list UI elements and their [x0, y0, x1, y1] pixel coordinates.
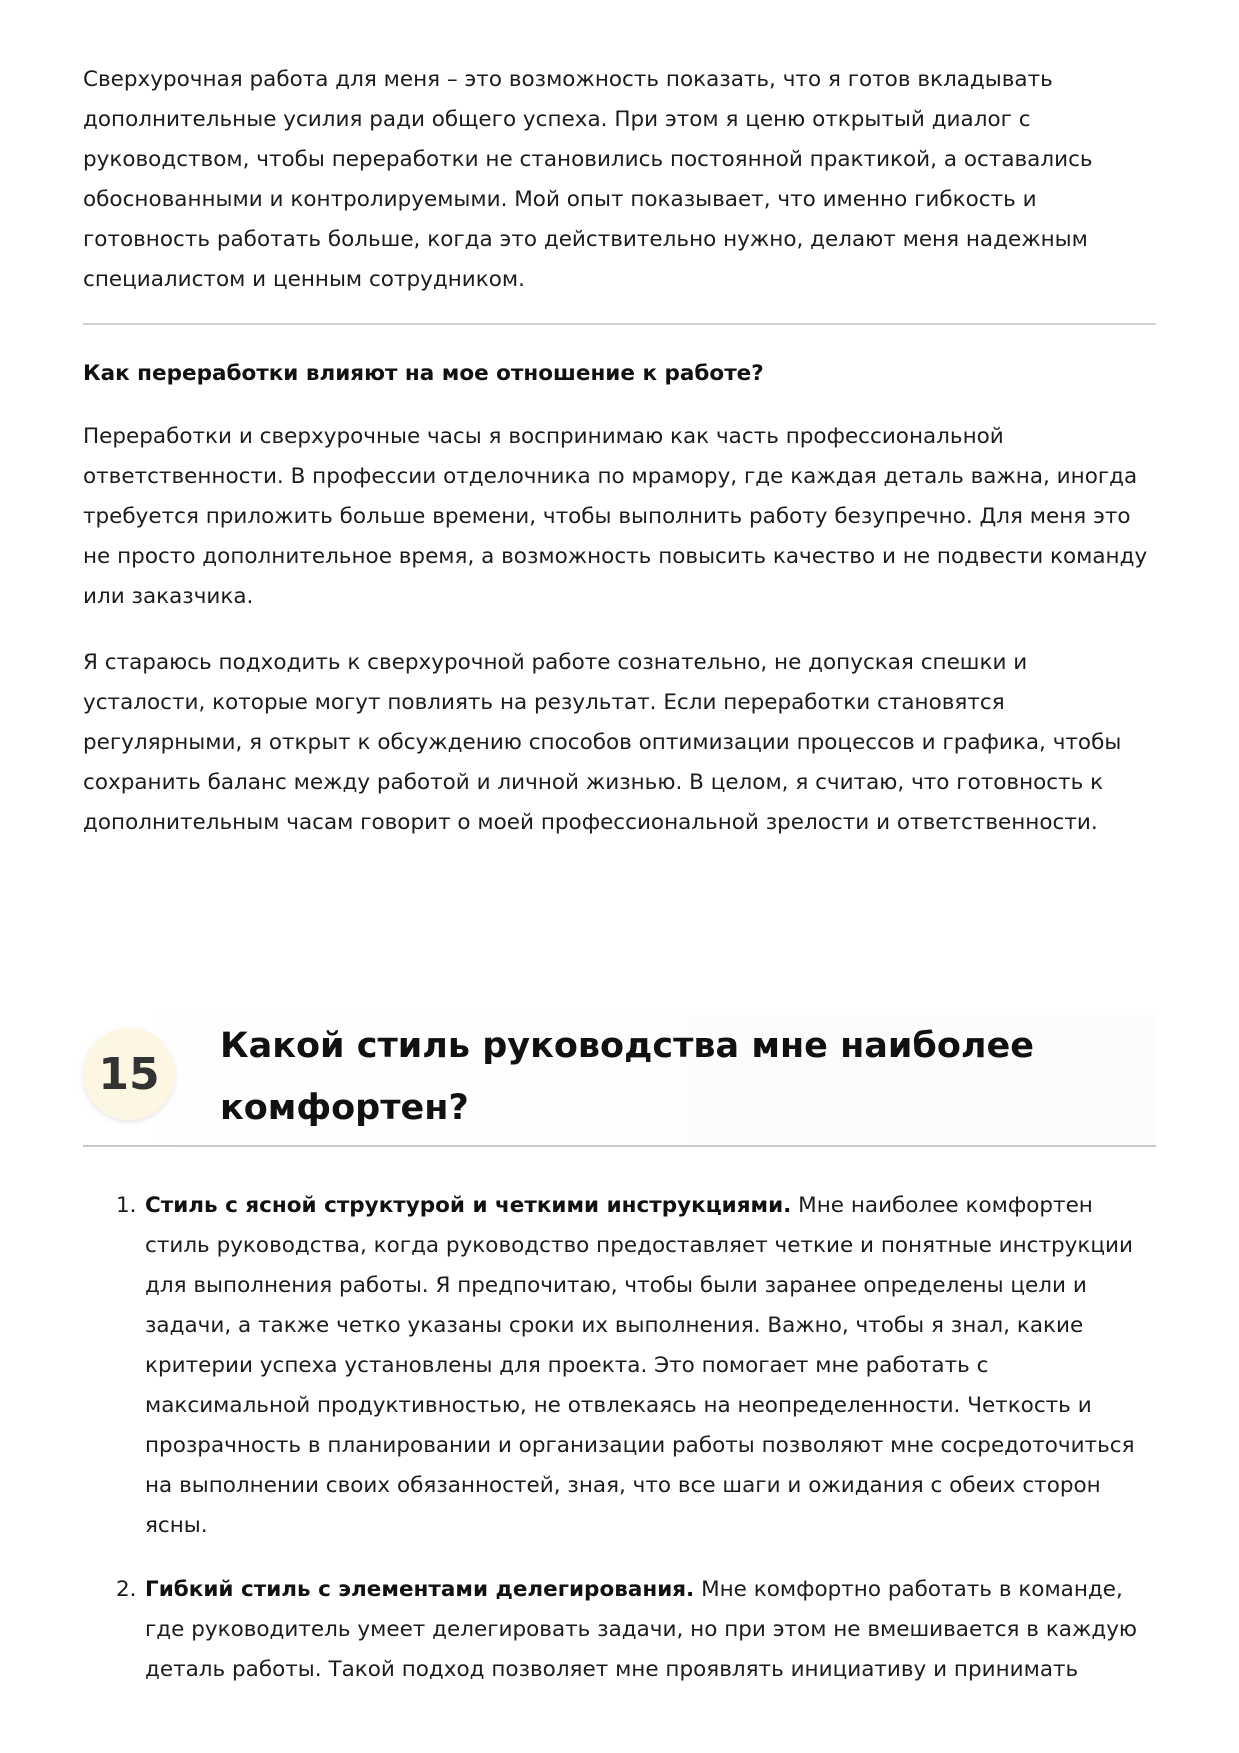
intro-paragraph: Сверхурочная работа для меня – это возможность показать, что я готов вкладывать дополнительные усилия ради общего успеха. При этом я ценю открытый диалог с руководством, чтобы переработки не становились постоянной практикой, а оставались обоснованными и контролируемыми. Мой опыт показывает, что именно гибкость и готовность работать больше, когда это действительно нужно, делают меня надежным специалистом и ценным сотрудником.: [83, 67, 1093, 292]
list-item-number: 2.: [116, 1577, 137, 1602]
subsection-paragraph-2: Я стараюсь подходить к сверхурочной работе сознательно, не допуская спешки и усталости, которые могут повлиять на результат. Если переработки становятся регулярными, я открыт к обсуждению способов оптимизации процессов и графика, чтобы сохранить баланс между работой и личной жизнью. В целом, я считаю, что готовность к дополнительным часам говорит о моей профессиональной зрелости и ответственности.: [83, 650, 1122, 835]
list-item: [116, 1186, 1156, 1546]
subsection-heading: Как переработки влияют на мое отношение к работе?: [83, 361, 764, 386]
list-item-lead: Стиль с ясной структурой и четкими инструкциями.: [145, 1193, 792, 1218]
list-item-text: Мне наиболее комфортен стиль руководства, когда руководство предоставляет четкие и понятные инструкции для выполнения работы. Я предпочитаю, чтобы были заранее определены цели и задачи, а также четко указаны сроки их выполнения. Важно, чтобы я знал, какие критерии успеха установлены для проекта. Это помогает мне работать с максимальной продуктивностью, не отвлекаясь на неопределенности. Четкость и прозрачность в планировании и организации работы позволяют мне сосредоточиться на выполнении своих обязанностей, зная, что все шаги и ожидания с обеих сторон ясны.: [145, 1193, 1135, 1538]
question-title: Какой стиль руководства мне наиболее комфортен?: [220, 1026, 1034, 1128]
list-item-number: 1.: [116, 1193, 137, 1218]
list-item: [116, 1570, 1156, 1690]
subsection-paragraph-1: Переработки и сверхурочные часы я воспринимаю как часть профессиональной ответственности. В профессии отделочника по мрамору, где каждая деталь важна, иногда требуется приложить больше времени, чтобы выполнить работу безупречно. Для меня это не просто дополнительное время, а возможность повысить качество и не подвести команду или заказчика.: [83, 424, 1148, 609]
question-number-badge: 15: [83, 1028, 175, 1120]
list-item-text: Мне комфортно работать в команде, где руководитель умеет делегировать задачи, но при этом не вмешивается в каждую деталь работы. Такой подход позволяет мне проявлять инициативу и принимать: [145, 1577, 1138, 1682]
list-item-lead: Гибкий стиль с элементами делегирования.: [145, 1577, 695, 1602]
section-divider: [83, 323, 1156, 325]
answer-list: [116, 1186, 1156, 1714]
question-header: [83, 1015, 1156, 1147]
